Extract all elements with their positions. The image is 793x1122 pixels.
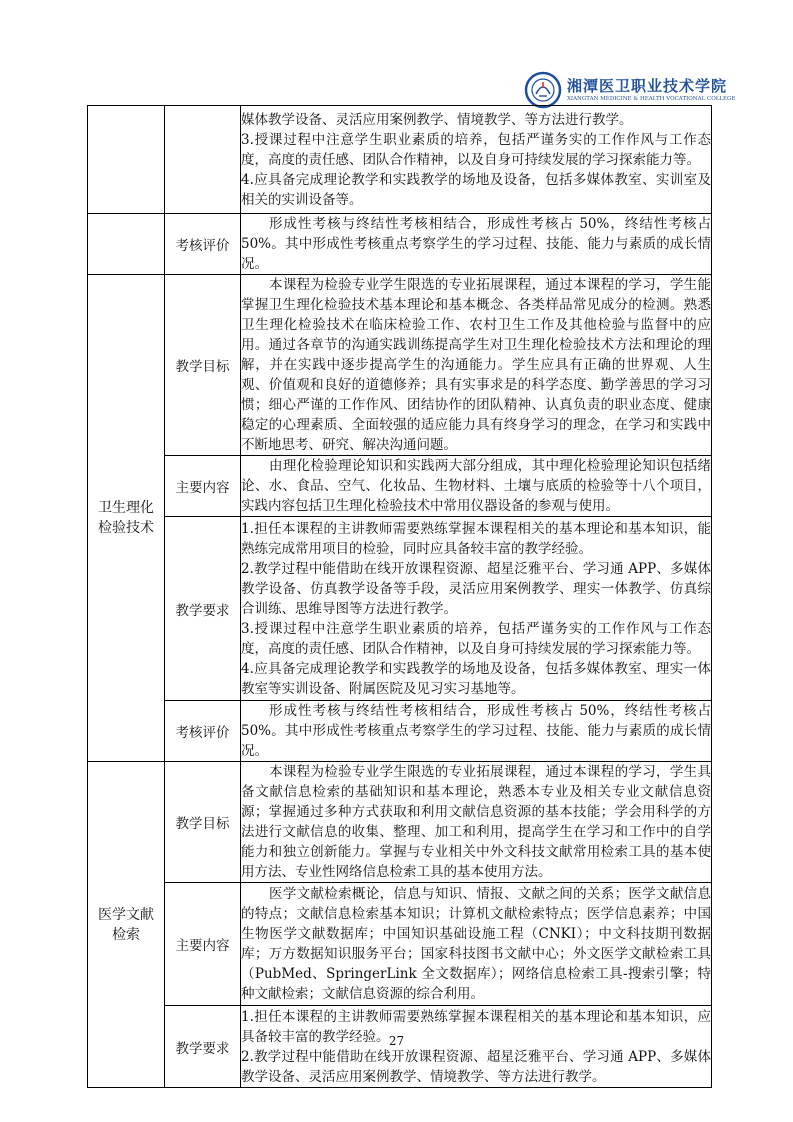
assessment-cell: 形成性考核与终结性考核相结合，形成性考核占 50%，终结性考核占 50%。其中形成性考核重点考察学生的学习过程、技能、能力与素质的成长情况。	[241, 701, 712, 762]
list-item: 3.授课过程中注意学生职业素质的培养，包括严谨务实的工作作风与工作态度，高度的责任感、团队合作精神，以及自身可持续发展的学习探索能力等。	[241, 620, 711, 657]
college-emblem-icon	[524, 71, 562, 109]
table-row	[88, 214, 712, 275]
course-name-cell	[88, 106, 165, 214]
row-label: 教学要求	[165, 517, 241, 701]
course-name-cell: 医学文献 检索	[88, 762, 165, 1088]
list-item: 4.应具备完成理论教学和实践教学的场地及设备，包括多媒体教室、理实一体教室等实训设备、附属医院及见习实习基地等。	[241, 660, 711, 697]
list-item: 2.教学过程中能借助在线开放课程资源、超星泛雅平台、学习通 APP、多媒体教学设备、灵活应用案例教学、情境教学、等方法进行教学。	[241, 1048, 711, 1085]
logo-chinese-name: 湘潭医卫职业技术学院	[567, 76, 728, 95]
list-item: 1.担任本课程的主讲教师需要熟练掌握本课程相关的基本理论和基本知识，能熟练完成常用项目的检验，同时应具备较丰富的教学经验。	[241, 520, 711, 557]
table-row	[88, 517, 712, 701]
table-row	[88, 883, 712, 1006]
college-logo	[524, 70, 736, 110]
table-row	[88, 456, 712, 517]
table-row	[88, 106, 712, 214]
row-label	[165, 106, 241, 214]
logo-english-name: XIANGTAN MEDICINE & HEALTH VOCATIONAL COLLEGE	[567, 95, 736, 102]
table-row	[88, 762, 712, 883]
list-item: 媒体教学设备、灵活应用案例教学、情境教学、等方法进行教学。	[241, 111, 633, 128]
list-item: 3.授课过程中注意学生职业素质的培养，包括严谨务实的工作作风与工作态度，高度的责任感、团队合作精神，以及自身可持续发展的学习探索能力等。	[241, 131, 711, 168]
objectives-cell: 本课程为检验专业学生限选的专业拓展课程，通过本课程的学习，学生能掌握卫生理化检验技术基本理论和基本概念、各类样品常见成分的检测。熟悉卫生理化检验技术在临床检验工作、农村卫生工作及其他检验与监督中的应用。通过各章节的沟通实践训练提高学生对卫生理化检验技术方法和理论的理解，并在实践中逐步提高学生的沟通能力。学生应具有正确的世界观、人生观、价值观和良好的道德修养；具有实事求是的科学态度、勤学善思的学习习惯；细心严谨的工作作风、团结协作的团队精神、认真负责的职业态度、健康稳定的心理素质、全面较强的适应能力具有终身学习的理念，在学习和实践中不断地思考、研究、解决沟通问题。	[241, 275, 712, 456]
course-table	[87, 105, 712, 1088]
course-name-cell: 卫生理化 检验技术	[88, 275, 165, 762]
row-label: 主要内容	[165, 456, 241, 517]
row-label: 教学目标	[165, 762, 241, 883]
content-cell: 由理化检验理论知识和实践两大部分组成，其中理化检验理论知识包括绪论、水、食品、空气、化妆品、生物材料、土壤与底质的检验等十八个项目，实践内容包括卫生理化检验技术中常用仪器设备的参观与使用。	[241, 456, 712, 517]
list-item: 4.应具备完成理论教学和实践教学的场地及设备，包括多媒体教室、实训室及相关的实训设备等。	[241, 171, 711, 208]
requirements-cell	[241, 106, 712, 214]
row-label: 主要内容	[165, 883, 241, 1006]
assessment-cell: 形成性考核与终结性考核相结合，形成性考核占 50%，终结性考核占 50%。其中形成性考核重点考察学生的学习过程、技能、能力与素质的成长情况。	[241, 214, 712, 275]
row-label: 教学目标	[165, 275, 241, 456]
table-row	[88, 275, 712, 456]
row-label: 教学要求	[165, 1006, 241, 1088]
page-number: 27	[388, 1034, 405, 1048]
row-label: 考核评价	[165, 214, 241, 275]
list-item: 1.担任本课程的主讲教师需要熟练掌握本课程相关的基本理论和基本知识，应具备较丰富的教学经验。	[241, 1008, 711, 1045]
list-item: 2.教学过程中能借助在线开放课程资源、超星泛雅平台、学习通 APP、多媒体教学设备、仿真教学设备等手段，灵活应用案例教学、理实一体教学、仿真综合训练、思维导图等方法进行教学。	[241, 560, 711, 617]
objectives-cell: 本课程为检验专业学生限选的专业拓展课程，通过本课程的学习，学生具备文献信息检索的基础知识和基本理论，熟悉本专业及相关专业文献信息资源；掌握通过多种方式获取和利用文献信息资源的基本技能；学会用科学的方法进行文献信息的收集、整理、加工和利用，提高学生在学习和工作中的自学能力和独立创新能力。掌握与专业相关中外文科技文献常用检索工具的基本使用方法、专业性网络信息检索工具的基本使用方法。	[241, 762, 712, 883]
content-cell: 医学文献检索概论，信息与知识、情报、文献之间的关系；医学文献信息的特点；文献信息检索基本知识；计算机文献检索特点；医学信息素养；中国生物医学文献数据库；中国知识基础设施工程（CNKI）；中文科技期刊数据库；万方数据知识服务平台；国家科技图书文献中心；外文医学文献检索工具（PubMed、SpringerLink 全文数据库）；网络信息检索工具-搜索引擎；特种文献检索；文献信息资源的综合利用。	[241, 883, 712, 1006]
table-row	[88, 701, 712, 762]
requirements-cell	[241, 517, 712, 701]
row-label: 考核评价	[165, 701, 241, 762]
